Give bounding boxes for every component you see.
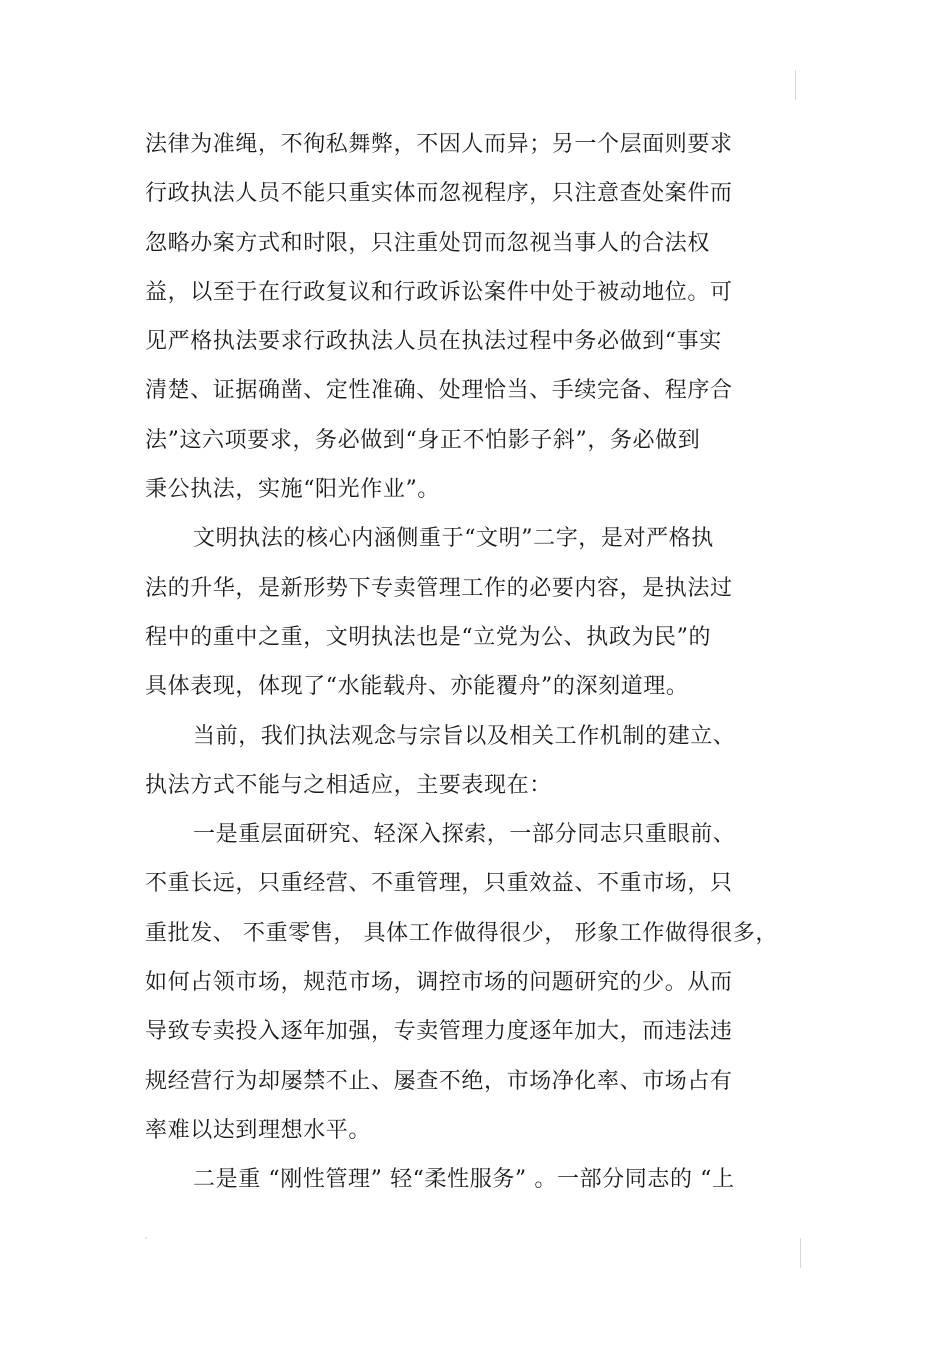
text-line: 率难以达到理想水平。	[145, 1117, 372, 1143]
text-line: 规经营行为却屡禁不止、屡查不绝，市场净化率、市场占有	[145, 1068, 733, 1094]
page-margin-mark	[795, 70, 796, 100]
text-line: 益，以至于在行政复议和行政诉讼案件中处于被动地位。可	[145, 279, 733, 305]
text-line: 程中的重中之重，文明执法也是“立党为公、执政为民”的	[145, 624, 712, 650]
page-margin-dot	[145, 1237, 147, 1239]
text-line: 见严格执法要求行政执法人员在执法过程中务必做到“事实	[145, 329, 722, 355]
paragraph-start-line: 一是重层面研究、轻深入探索，一部分同志只重眼前、	[193, 822, 736, 848]
paragraph-start-line: 二是重 “刚性管理” 轻“柔性服务” 。一部分同志的 “上	[193, 1167, 735, 1193]
paragraph-start-line: 当前，我们执法观念与宗旨以及相关工作机制的建立、	[193, 723, 736, 749]
text-line: 行政执法人员不能只重实体而忽视程序，只注意查处案件而	[145, 181, 733, 207]
text-line: 清楚、证据确凿、定性准确、处理恰当、手续完备、程序合	[145, 378, 733, 404]
page-margin-mark	[800, 1238, 801, 1268]
text-line: 重批发、 不重零售， 具体工作做得很少， 形象工作做得很多，	[145, 920, 778, 946]
text-line: 法律为准绳，不徇私舞弊，不因人而异；另一个层面则要求	[145, 132, 733, 157]
text-line: 具体表现，体现了“水能载舟、亦能覆舟”的深刻道理。	[145, 674, 689, 700]
text-line: 法的升华，是新形势下专卖管理工作的必要内容，是执法过	[145, 575, 733, 601]
paragraph-start-line: 文明执法的核心内涵侧重于“文明”二字，是对严格执	[193, 526, 714, 552]
text-line: 导致专卖投入逐年加强，专卖管理力度逐年加大，而违法违	[145, 1019, 733, 1045]
text-line: 执法方式不能与之相适应，主要表现在：	[145, 772, 552, 798]
text-line: 忽略办案方式和时限，只注重处罚而忽视当事人的合法权	[145, 230, 711, 256]
document-body	[145, 120, 805, 1205]
text-line: 秉公执法，实施“阳光作业”。	[145, 477, 440, 503]
text-line: 如何占领市场，规范市场，调控市场的问题研究的少。从而	[145, 970, 733, 996]
text-line: 不重长远，只重经营、不重管理，只重效益、不重市场，只	[145, 871, 733, 897]
text-line: 法”这六项要求，务必做到“身正不怕影子斜”，务必做到	[145, 427, 701, 453]
